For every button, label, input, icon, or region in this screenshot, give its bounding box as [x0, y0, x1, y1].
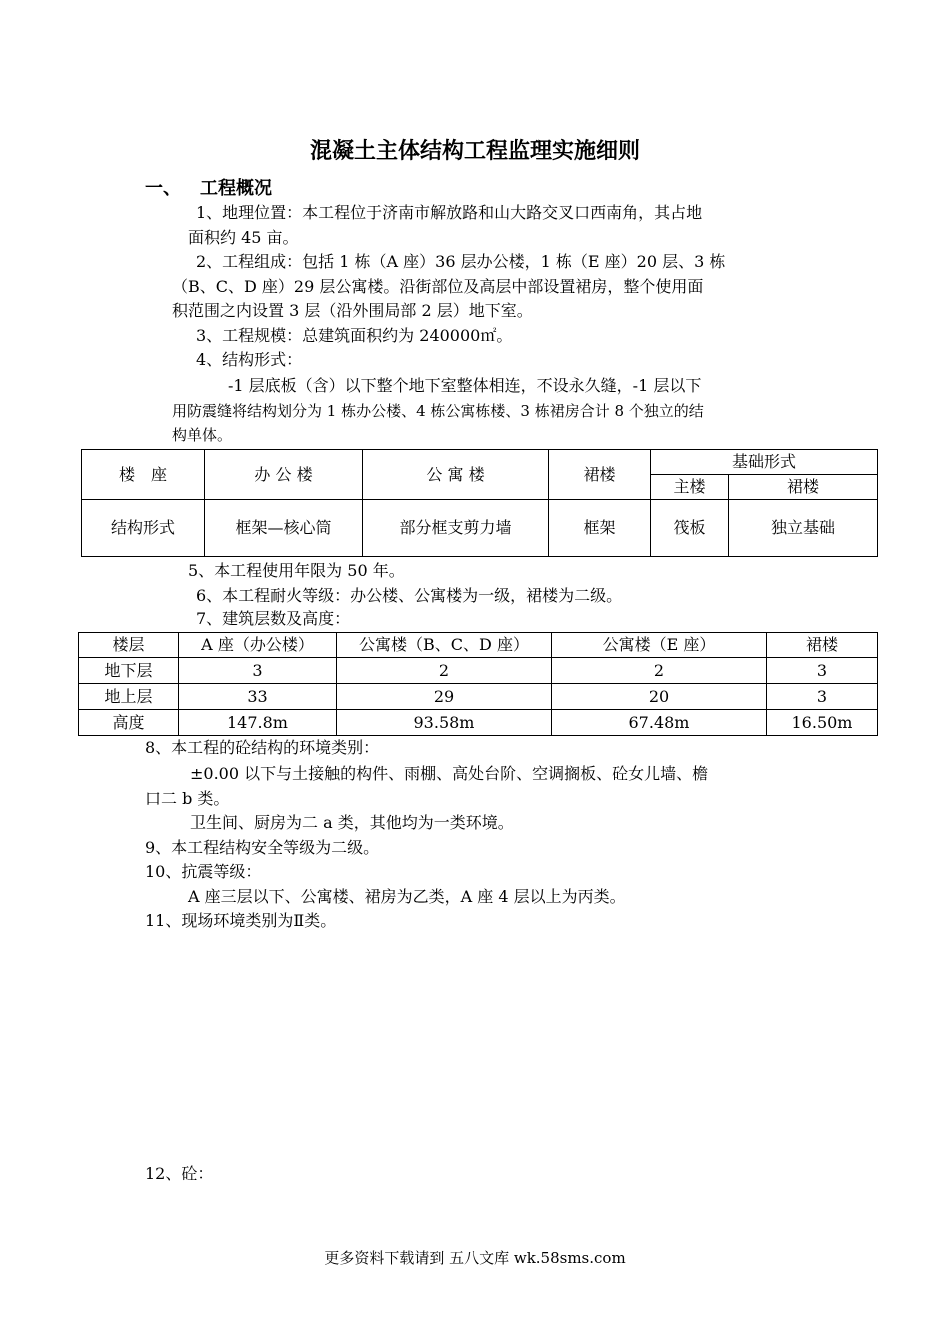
paragraph-structure-line3: 构单体。 — [172, 426, 233, 444]
header-e-block: 公寓楼（E 座） — [552, 633, 767, 658]
row-label: 高度 — [79, 710, 179, 736]
table-cell: 3 — [767, 658, 878, 684]
cell-apartment-structure: 部分框支剪力墙 — [363, 500, 549, 557]
footer-text: 更多资料下载请到 五八文库 wk.58sms.com — [324, 1249, 626, 1267]
paragraph-site-environment: 11、现场环境类别为Ⅱ类。 — [145, 911, 337, 930]
header-podium: 裙楼 — [549, 450, 651, 500]
header-foundation: 基础形式 — [651, 450, 878, 475]
header-podium-foundation: 裙楼 — [729, 475, 878, 500]
table-cell: 2 — [552, 658, 767, 684]
table-cell: 20 — [552, 684, 767, 710]
header-a-block: A 座（办公楼） — [179, 633, 337, 658]
table-cell: 147.8m — [179, 710, 337, 736]
paragraph-environment-line1: ±0.00 以下与土接触的构件、雨棚、高处台阶、空调搁板、砼女儿墙、檐 — [190, 764, 709, 783]
paragraph-environment-line3: 卫生间、厨房为二 a 类，其他均为一类环境。 — [190, 813, 514, 832]
paragraph-structure-line1: -1 层底板（含）以下整个地下室整体相连，不设永久缝，-1 层以下 — [228, 376, 702, 395]
cell-podium-foundation: 独立基础 — [729, 500, 878, 557]
header-building: 楼 座 — [82, 450, 205, 500]
header-bcd-block: 公寓楼（B、C、D 座） — [337, 633, 552, 658]
table-cell: 16.50m — [767, 710, 878, 736]
paragraph-structure-heading: 4、结构形式： — [196, 350, 303, 369]
paragraph-service-life: 5、本工程使用年限为 50 年。 — [188, 561, 405, 580]
header-apartment: 公 寓 楼 — [363, 450, 549, 500]
row-label: 地下层 — [79, 658, 179, 684]
header-office: 办 公 楼 — [205, 450, 363, 500]
cell-podium-structure: 框架 — [549, 500, 651, 557]
structure-table — [81, 449, 878, 557]
table-cell: 3 — [179, 658, 337, 684]
paragraph-composition-line2: （B、C、D 座）29 层公寓楼。沿街部位及高层中部设置裙房，整个使用面 — [172, 277, 704, 296]
header-main-building: 主楼 — [651, 475, 729, 500]
paragraph-scale: 3、工程规模：总建筑面积约为 240000㎡。 — [196, 326, 513, 345]
paragraph-fire-rating: 6、本工程耐火等级：办公楼、公寓楼为一级，裙楼为二级。 — [196, 586, 623, 605]
header-floor: 楼层 — [79, 633, 179, 658]
section-heading: 工程概况 — [200, 178, 272, 199]
paragraph-environment-line2: 口二 b 类。 — [145, 789, 230, 808]
paragraph-safety-grade: 9、本工程结构安全等级为二级。 — [145, 838, 380, 857]
paragraph-seismic-heading: 10、抗震等级： — [145, 862, 262, 881]
table-cell: 29 — [337, 684, 552, 710]
paragraph-structure-line2: 用防震缝将结构划分为 1 栋办公楼、4 栋公寓栋楼、3 栋裙房合计 8 个独立的结 — [172, 402, 704, 420]
table-cell: 33 — [179, 684, 337, 710]
paragraph-environment-heading: 8、本工程的砼结构的环境类别： — [145, 738, 380, 757]
page-title: 混凝土主体结构工程监理实施细则 — [309, 139, 640, 164]
header-podium: 裙楼 — [767, 633, 878, 658]
cell-office-structure: 框架—核心筒 — [205, 500, 363, 557]
table-cell: 67.48m — [552, 710, 767, 736]
paragraph-location-line2: 面积约 45 亩。 — [188, 228, 299, 247]
table-cell: 2 — [337, 658, 552, 684]
paragraph-location-line1: 1、地理位置：本工程位于济南市解放路和山大路交叉口西南角，其占地 — [196, 203, 703, 222]
paragraph-concrete: 12、砼： — [145, 1164, 214, 1183]
table-cell: 3 — [767, 684, 878, 710]
section-number: 一、 — [145, 178, 181, 199]
row-label: 地上层 — [79, 684, 179, 710]
paragraph-seismic-line1: A 座三层以下、公寓楼、裙房为乙类，A 座 4 层以上为丙类。 — [188, 887, 626, 906]
paragraph-composition-line1: 2、工程组成：包括 1 栋（A 座）36 层办公楼，1 栋（E 座）20 层、3 栋 — [196, 252, 726, 271]
row-label: 结构形式 — [82, 500, 205, 557]
cell-main-foundation: 筏板 — [651, 500, 729, 557]
paragraph-composition-line3: 积范围之内设置 3 层（沿外围局部 2 层）地下室。 — [172, 301, 533, 320]
paragraph-floors-heading: 7、建筑层数及高度： — [196, 609, 351, 628]
floors-table — [78, 632, 878, 736]
table-cell: 93.58m — [337, 710, 552, 736]
